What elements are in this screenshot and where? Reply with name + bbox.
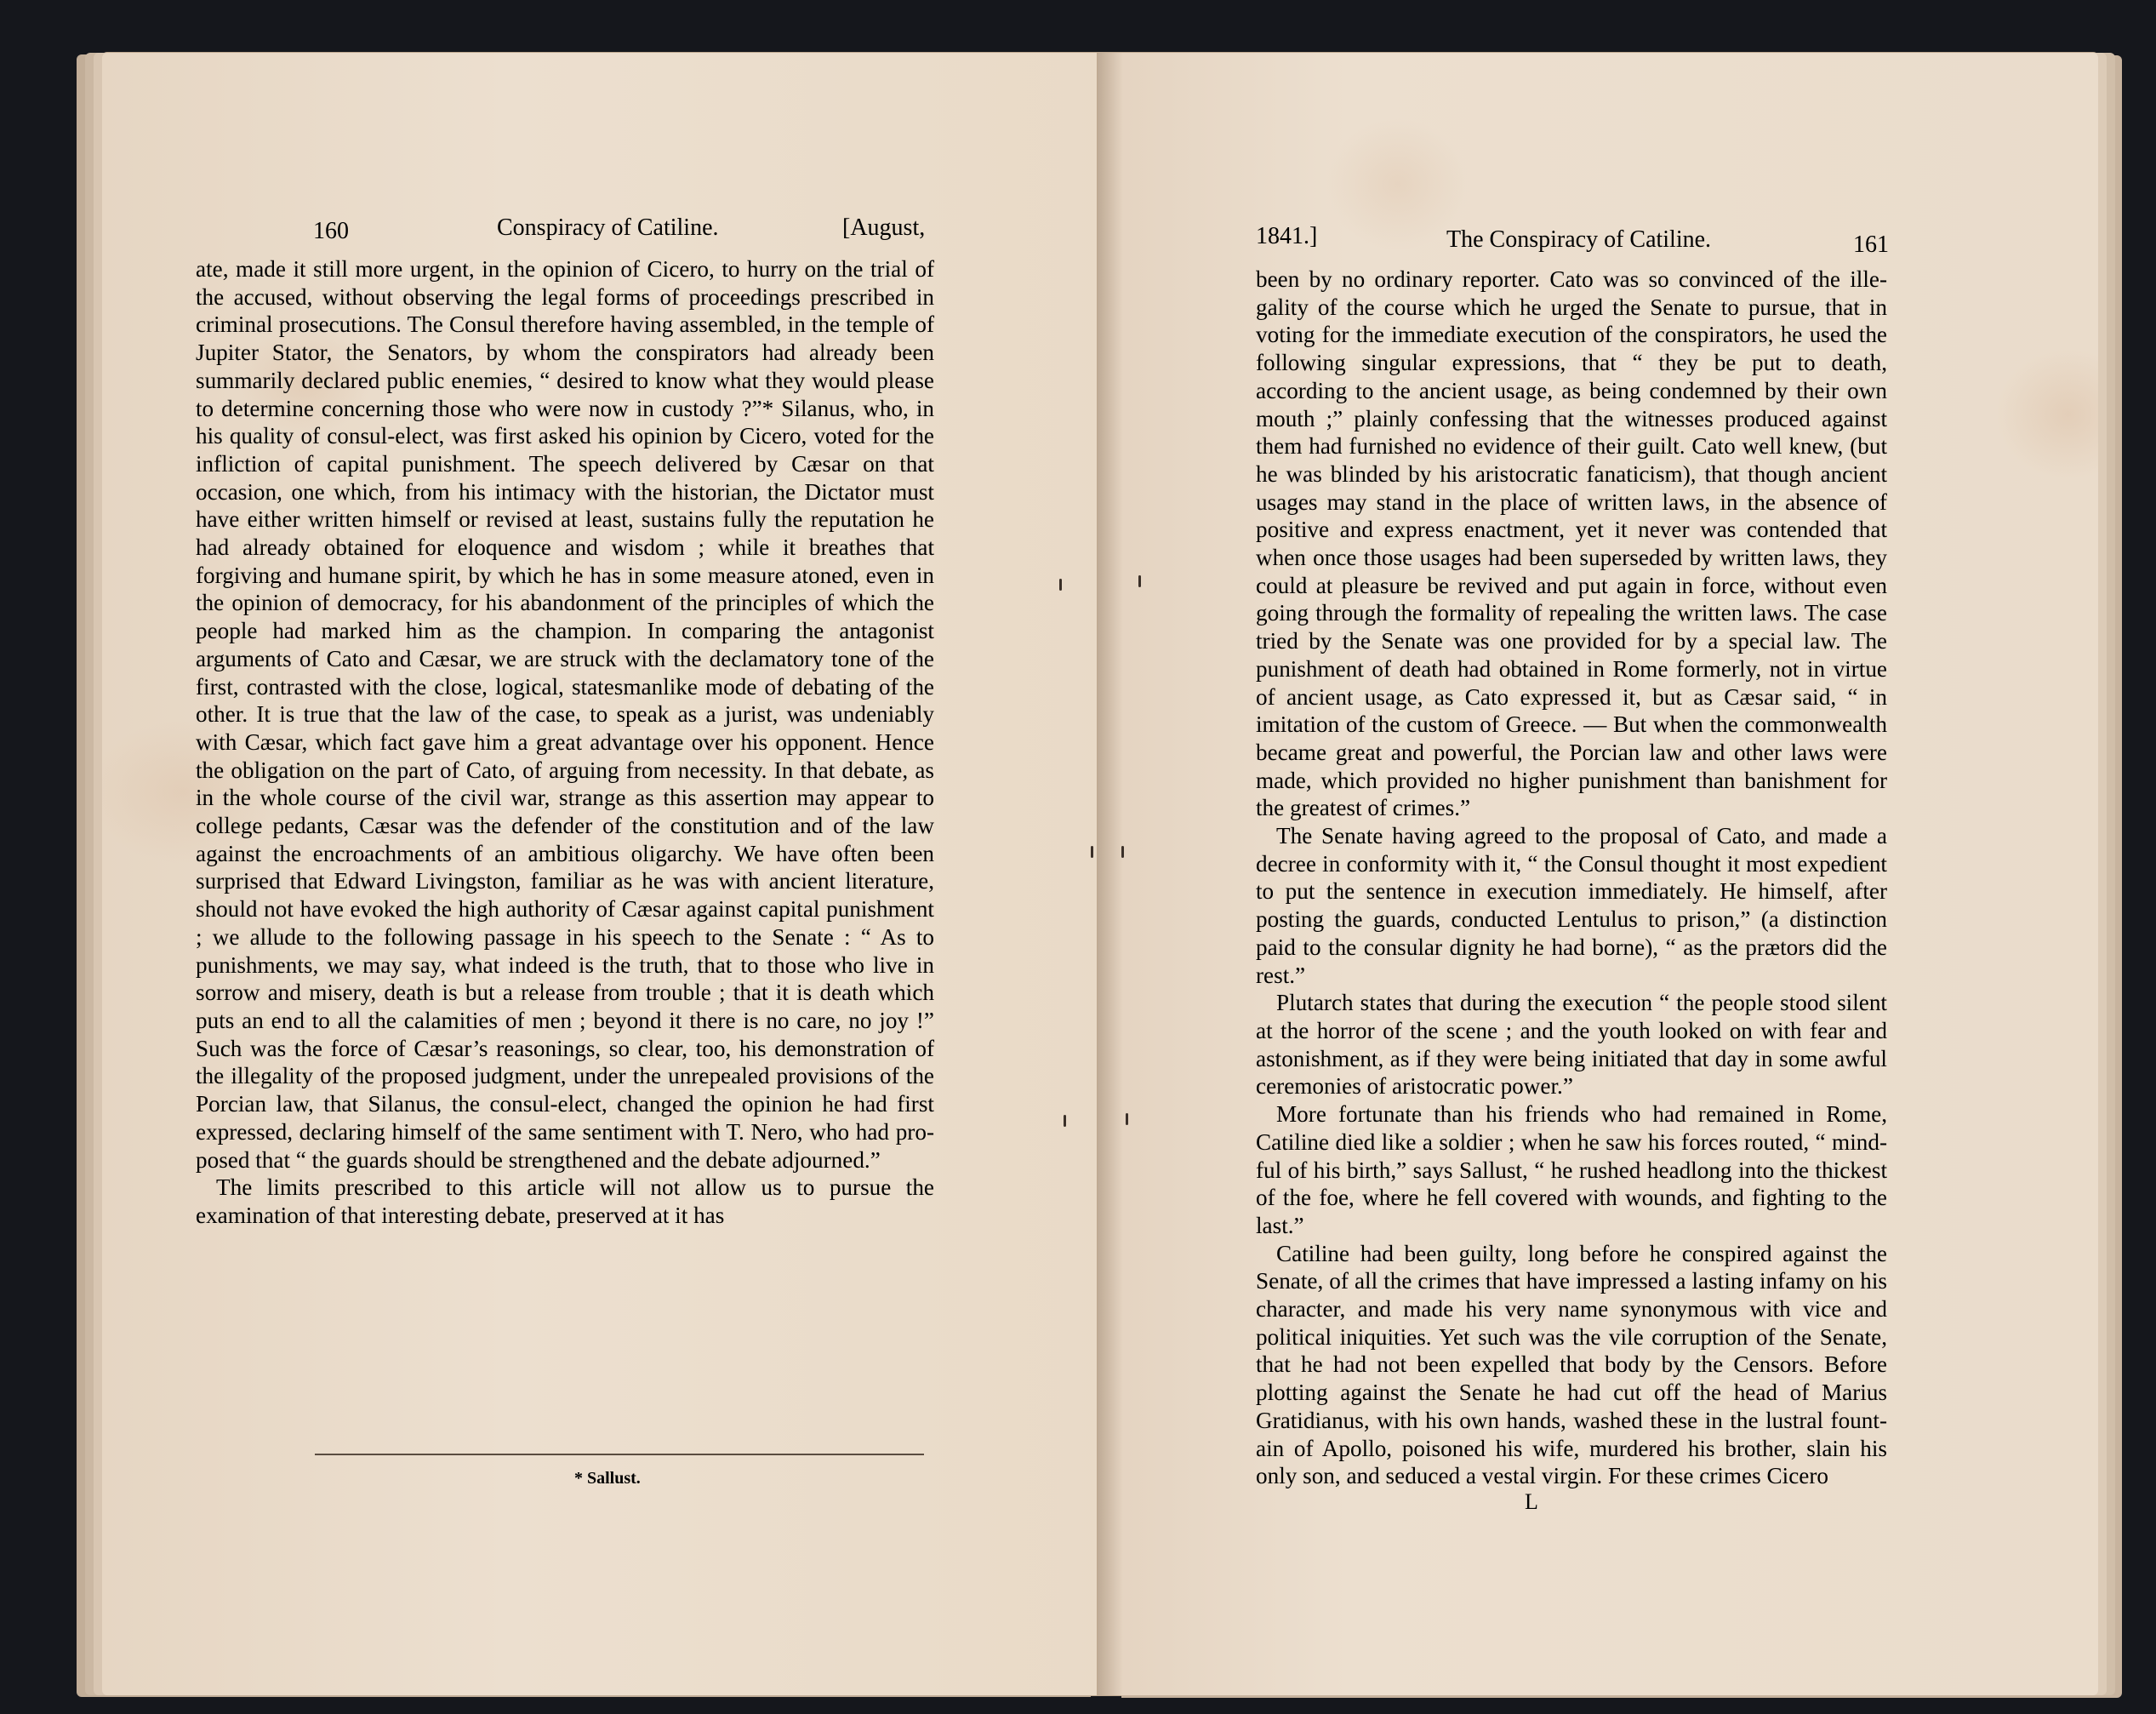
right-paragraph: Plutarch states that during the execution “ the people stood silent at the horror of the scene ; and the youth looked on with fear and astonishment, as if they were being initiated that day in some awful ceremonies of aristocratic power.” [1256,990,1887,1100]
right-page-number: 161 [1853,231,1889,258]
left-paragraph: The limits prescribed to this article will not allow us to pursue the examination of that interesting debate, preserved at it has [196,1174,934,1228]
binding-thread-mark [1091,846,1093,858]
binding-thread-mark [1064,1115,1066,1127]
right-body-text [1256,266,1887,1490]
binding-thread-mark [1121,846,1124,858]
right-paragraph: More fortunate than his friends who had remained in Rome, Catiline died like a soldier ; when he saw his forces routed, “ mindful of his birth,” says Sallust, “ he rushed headlong into the thickest of the foe, where he fell covered with wounds, and fighting to the last.” [1256,1101,1887,1238]
binding-thread-mark [1059,579,1062,591]
right-paragraph: Catiline had been guilty, long before he conspired against the Senate, of all the crimes that have impressed a lasting infamy on his character, and made his very name synonymous with vice and political iniquities. Yet such was the vile corruption of the Senate, that he had not been expelled that body by the Censors. Before plotting against the Senate he had cut off the head of Marius Gratidianus, with his own hands, washed these in the lustral fountain of Apollo, poisoned his wife, murdered his brother, slain his only son, and seduced a vestal virgin. For these crimes Cicero [1256,1240,1887,1489]
footnote: * Sallust. [574,1469,641,1488]
book-gutter [1098,53,1123,1695]
left-body-text [196,255,934,1230]
right-running-date: 1841.] [1256,223,1318,249]
left-running-date: [August, [842,214,926,241]
left-paragraph: ate, made it still more urgent, in the opinion of Cicero, to hurry on the trial of the accused, without observing the legal forms of proceedings prescribed in criminal prosecutions. The Consul therefore having assembled, in the temple of Jupiter Stator, the Senators, by whom the conspirators had already been summarily declared public enemies, “ desired to know what they would please to determine concerning those who were now in custody ?”* Silanus, who, in his quality of consul-elect, was first asked his opinion by Cicero, voted for the infliction of capital punishment. The speech delivered by Cæsar on that occasion, one which, from his intimacy with the historian, the Dictator must have either written himself or revised at least, sustains fully the reputation he had already obtained for eloquence and wisdom ; while it breathes that forgiving and humane spirit, by which he has in some measure atoned, even in the opinion of democracy, for his abandonment of the principles of which the people had marked him as the champion. In comparing the antagonist arguments of Cato and Cæsar, we are struck with the declamatory tone of the first, contrasted with the close, logical, statesmanlike mode of debating of the other. It is true that the law of the case, to speak as a jurist, was undeniably with Cæsar, which fact gave him a great advantage over his opponent. Hence the obligation on the part of Cato, of arguing from necessity. In that debate, as in the whole course of the civil war, strange as this assertion may appear to college pedants, Cæsar was the defender of the constitution and of the law against the encroachments of an ambitious oligarchy. We have often been surprised that Edward Livingston, familiar as he was with ancient literature, should not have evoked the high authority of Cæsar against capital punishment ; we allude to the following passage in his speech to the Senate : “ As to punishments, we may say, what indeed is the truth, that to those who live in sorrow and misery, death is but a release from trouble ; that it is death which puts an end to all the calamities of men ; beyond it there is no care, no joy !” Such was the force of Cæsar’s reasonings, so clear, too, his demonstration of the illegality of the proposed judgment, under the unrepealed provisions of the Porcian law, that Silanus, the consul-elect, changed the opinion he had first expressed, declaring himself of the same sentiment with T. Nero, who had proposed that “ the guards should be strengthened and the debate adjourned.” [196,256,934,1173]
left-running-title: Conspiracy of Catiline. [497,214,719,241]
right-paragraph: The Senate having agreed to the proposal of Cato, and made a decree in conformity with it, “ the Consul thought it most expedient to put the sentence in execution immediately. He himself, after posting the guards, conducted Lentulus to prison,” (a distinction paid to the consular dignity he had borne), “ as the prætors did the rest.” [1256,823,1887,988]
binding-thread-mark [1138,575,1141,587]
left-page-number: 160 [313,218,349,244]
footnote-rule [315,1454,924,1455]
right-paragraph: been by no ordinary reporter. Cato was so convinced of the illegality of the course which he urged the Senate to pursue, that in voting for the immediate execution of the conspirators, he used the following singular expressions, that “ they be put to death, according to the ancient usage, as being condemned by their own mouth ;” plainly confessing that the witnesses produced against them had furnished no evidence of their guilt. Cato well knew, (but he was blinded by his aristocratic fanaticism), that though ancient usages may stand in the place of written laws, in the absence of positive and express enactment, yet it never was contended that when once those usages had been superseded by written laws, they could at pleasure be revived and put again in force, without even going through the formality of repealing the written laws. The case tried by the Senate was one provided for by a special law. The punishment of death had obtained in Rome formerly, not in virtue of ancient usage, as Cato expressed it, but as Cæsar said, “ in imitation of the custom of Greece. — But when the commonwealth became great and powerful, the Porcian law and other laws were made, which provided no higher punishment than banishment for the greatest of crimes.” [1256,266,1887,821]
binding-thread-mark [1126,1113,1128,1125]
signature-mark: L [1525,1489,1538,1514]
right-running-title: The Conspiracy of Catiline. [1446,226,1712,253]
